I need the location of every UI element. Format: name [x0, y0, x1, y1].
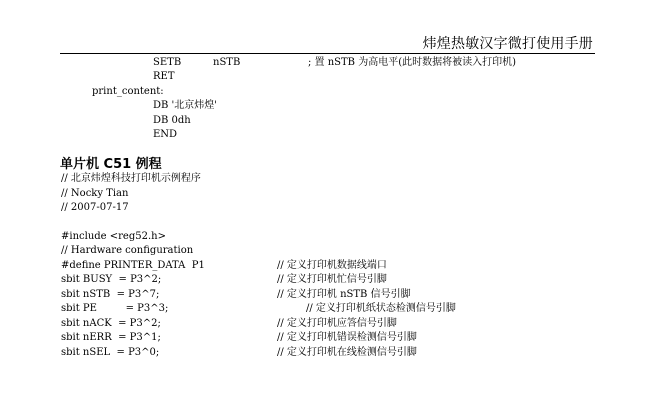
code-comment: // Nocky Tian [61, 188, 129, 199]
code-line-comment: // 定义打印机忙信号引脚 [277, 274, 387, 285]
code-comment: // Hardware configuration [61, 245, 194, 256]
asm-db-line: DB '北京炜煌' [153, 100, 218, 111]
code-line: sbit nACK = P3^2; [61, 318, 161, 329]
code-line-comment: // 定义打印机错误检测信号引脚 [277, 332, 417, 343]
asm-comment: ; 置 nSTB 为高电平(此时数据将被读入打印机) [308, 57, 517, 68]
asm-instruction: SETB [153, 57, 182, 68]
asm-label: print_content: [92, 86, 164, 97]
code-line: sbit BUSY = P3^2; [61, 274, 162, 285]
page-header-title: 炜煌热敏汉字微打使用手册 [422, 36, 593, 52]
code-line: sbit nSEL = P3^0; [61, 347, 160, 358]
code-comment: // 2007-07-17 [61, 202, 129, 213]
code-line: sbit nSTB = P3^7; [61, 289, 160, 300]
code-comment: // 北京炜煌科技打印机示例程序 [61, 173, 201, 184]
code-line-comment: // 定义打印机应答信号引脚 [277, 318, 397, 329]
section-title: 单片机 C51 例程 [60, 157, 162, 172]
code-line-comment: // 定义打印机在线检测信号引脚 [277, 347, 417, 358]
asm-end-line: END [153, 129, 178, 140]
header-divider [60, 53, 595, 54]
code-line: sbit nERR = P3^1; [61, 332, 161, 343]
code-line: sbit PE = P3^3; [61, 303, 169, 314]
code-line-comment: // 定义打印机数据线端口 [277, 260, 387, 271]
asm-instruction: RET [153, 71, 175, 82]
asm-db-line: DB 0dh [153, 115, 191, 126]
code-include: #include <reg52.h> [61, 231, 166, 242]
asm-operand: nSTB [213, 57, 241, 68]
code-line-comment: // 定义打印机纸状态检测信号引脚 [306, 303, 456, 314]
code-line: #define PRINTER_DATA P1 [61, 260, 205, 271]
code-line-comment: // 定义打印机 nSTB 信号引脚 [277, 289, 411, 300]
